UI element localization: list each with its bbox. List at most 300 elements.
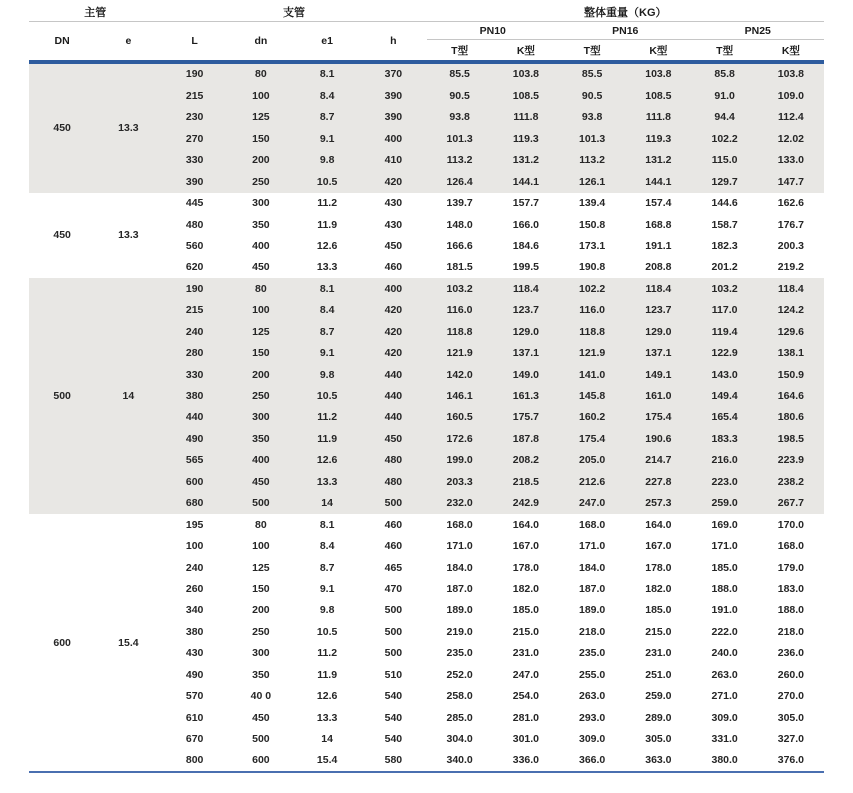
table-row bbox=[29, 62, 824, 85]
col-header-e1: e1 bbox=[321, 35, 333, 47]
value-cell: 171.0 bbox=[578, 540, 606, 553]
value-cell: 570 bbox=[185, 690, 204, 703]
value-cell: 281.0 bbox=[512, 711, 540, 724]
value-cell: 117.0 bbox=[711, 304, 738, 317]
value-cell: 118.8 bbox=[579, 325, 605, 338]
value-cell: 500 bbox=[252, 733, 270, 746]
value-cell: 420 bbox=[384, 175, 403, 188]
value-cell: 15.4 bbox=[316, 754, 338, 767]
value-cell: 190 bbox=[185, 68, 204, 81]
value-cell: 125 bbox=[252, 325, 270, 338]
value-cell: 102.2 bbox=[711, 132, 738, 145]
value-cell: 188.0 bbox=[777, 604, 805, 617]
value-cell: 101.3 bbox=[446, 132, 473, 145]
value-cell: 178.0 bbox=[645, 561, 672, 574]
value-cell: 109.0 bbox=[777, 89, 805, 102]
value-cell: 11.2 bbox=[317, 647, 338, 660]
spec-sheet-page bbox=[29, 2, 824, 773]
value-cell: 410 bbox=[384, 154, 403, 167]
value-cell: 254.0 bbox=[512, 690, 540, 703]
value-cell: 460 bbox=[384, 518, 403, 531]
value-cell: 10.5 bbox=[316, 390, 338, 403]
value-cell: 100 bbox=[185, 540, 204, 553]
value-cell: 144.1 bbox=[512, 175, 540, 188]
value-cell: 215 bbox=[185, 89, 204, 102]
value-cell: 208.2 bbox=[512, 454, 540, 467]
value-cell: 480 bbox=[185, 218, 204, 231]
value-cell: 390 bbox=[185, 175, 204, 188]
value-cell: 350 bbox=[252, 432, 270, 445]
value-cell: 247.0 bbox=[512, 668, 540, 681]
value-cell: 235.0 bbox=[446, 647, 473, 660]
value-cell: 289.0 bbox=[645, 711, 672, 724]
value-cell: 160.5 bbox=[446, 411, 473, 424]
value-cell: 600 bbox=[185, 475, 204, 488]
value-cell: 8.1 bbox=[319, 518, 335, 531]
value-cell: 214.7 bbox=[645, 454, 672, 467]
value-cell: 680 bbox=[185, 497, 204, 510]
value-cell: 250 bbox=[252, 625, 270, 638]
value-cell: 247.0 bbox=[578, 497, 606, 510]
value-cell: 11.9 bbox=[317, 668, 338, 681]
value-cell: 144.6 bbox=[711, 197, 738, 210]
value-cell: 205.0 bbox=[578, 454, 606, 467]
value-cell: 93.8 bbox=[581, 111, 603, 124]
value-cell: 122.9 bbox=[711, 347, 738, 360]
value-cell: 118.4 bbox=[645, 282, 672, 295]
value-cell: 199.0 bbox=[446, 454, 473, 467]
value-cell: 185.0 bbox=[711, 561, 738, 574]
col-header-dn: DN bbox=[54, 35, 70, 47]
value-cell: 90.5 bbox=[581, 89, 603, 102]
value-cell: 160.2 bbox=[578, 411, 606, 424]
value-cell: 270.0 bbox=[777, 690, 805, 703]
value-cell: 240.0 bbox=[711, 647, 738, 660]
value-cell: 12.6 bbox=[316, 454, 338, 467]
value-cell: 118.8 bbox=[446, 325, 473, 338]
value-cell: 380 bbox=[185, 390, 204, 403]
value-cell: 10.5 bbox=[316, 175, 338, 188]
value-cell: 250 bbox=[252, 390, 270, 403]
col-header-pn25: PN25 bbox=[692, 22, 825, 40]
value-cell: 108.5 bbox=[512, 89, 540, 102]
value-cell: 142.0 bbox=[446, 368, 473, 381]
value-cell: 440 bbox=[384, 390, 403, 403]
value-cell: 103.8 bbox=[777, 68, 805, 81]
value-cell: 157.7 bbox=[512, 197, 540, 210]
value-cell: 540 bbox=[384, 733, 403, 746]
value-cell: 450 bbox=[252, 711, 270, 724]
value-cell: 9.8 bbox=[319, 604, 335, 617]
value-cell: 11.9 bbox=[317, 218, 338, 231]
value-cell: 184.6 bbox=[512, 239, 540, 252]
value-cell: 420 bbox=[384, 347, 403, 360]
value-cell: 157.4 bbox=[645, 197, 672, 210]
value-cell: 9.8 bbox=[319, 368, 335, 381]
value-cell: 300 bbox=[252, 647, 270, 660]
value-cell: 336.0 bbox=[512, 754, 540, 767]
e-group-cell: 13.3 bbox=[118, 229, 139, 242]
value-cell: 270 bbox=[185, 132, 204, 145]
value-cell: 165.4 bbox=[711, 411, 738, 424]
value-cell: 191.0 bbox=[711, 604, 738, 617]
dn-group-cell: 500 bbox=[53, 390, 71, 403]
value-cell: 168.0 bbox=[578, 518, 606, 531]
value-cell: 510 bbox=[384, 668, 403, 681]
value-cell: 218.5 bbox=[512, 475, 540, 488]
value-cell: 620 bbox=[185, 261, 204, 274]
value-cell: 232.0 bbox=[446, 497, 473, 510]
value-cell: 170.0 bbox=[777, 518, 805, 531]
value-cell: 309.0 bbox=[578, 733, 606, 746]
value-cell: 9.1 bbox=[319, 132, 335, 145]
value-cell: 420 bbox=[384, 304, 403, 317]
value-cell: 240 bbox=[185, 325, 204, 338]
e-group-cell: 15.4 bbox=[118, 636, 139, 649]
value-cell: 164.0 bbox=[645, 518, 672, 531]
value-cell: 480 bbox=[384, 475, 403, 488]
value-cell: 11.2 bbox=[317, 197, 338, 210]
value-cell: 185.0 bbox=[512, 604, 540, 617]
value-cell: 150 bbox=[252, 582, 270, 595]
value-cell: 9.8 bbox=[319, 154, 335, 167]
col-header-pn16-t: T型 bbox=[583, 44, 601, 57]
value-cell: 201.2 bbox=[711, 261, 738, 274]
value-cell: 181.5 bbox=[446, 261, 473, 274]
value-cell: 164.6 bbox=[777, 390, 805, 403]
value-cell: 116.0 bbox=[579, 304, 605, 317]
value-cell: 103.8 bbox=[512, 68, 540, 81]
value-cell: 118.4 bbox=[513, 282, 539, 295]
value-cell: 187.0 bbox=[578, 582, 606, 595]
value-cell: 440 bbox=[185, 411, 204, 424]
value-cell: 166.6 bbox=[446, 239, 473, 252]
value-cell: 182.3 bbox=[711, 239, 738, 252]
value-cell: 12.6 bbox=[316, 239, 338, 252]
value-cell: 370 bbox=[384, 68, 403, 81]
value-cell: 8.7 bbox=[319, 325, 335, 338]
value-cell: 271.0 bbox=[711, 690, 738, 703]
value-cell: 250 bbox=[252, 175, 270, 188]
value-cell: 610 bbox=[185, 711, 204, 724]
value-cell: 172.6 bbox=[446, 432, 473, 445]
value-cell: 309.0 bbox=[711, 711, 738, 724]
value-cell: 129.0 bbox=[512, 325, 540, 338]
value-cell: 118.4 bbox=[778, 282, 804, 295]
value-cell: 173.1 bbox=[578, 239, 606, 252]
value-cell: 137.1 bbox=[512, 347, 540, 360]
value-cell: 430 bbox=[384, 218, 403, 231]
value-cell: 103.8 bbox=[645, 68, 672, 81]
value-cell: 258.0 bbox=[446, 690, 473, 703]
value-cell: 167.0 bbox=[645, 540, 672, 553]
value-cell: 125 bbox=[252, 111, 270, 124]
value-cell: 215.0 bbox=[645, 625, 672, 638]
value-cell: 162.6 bbox=[777, 197, 805, 210]
value-cell: 300 bbox=[252, 411, 270, 424]
value-cell: 126.1 bbox=[578, 175, 606, 188]
value-cell: 304.0 bbox=[446, 733, 473, 746]
value-cell: 14 bbox=[321, 497, 333, 510]
value-cell: 183.3 bbox=[711, 432, 738, 445]
value-cell: 168.0 bbox=[777, 540, 805, 553]
value-cell: 240 bbox=[185, 561, 204, 574]
value-cell: 366.0 bbox=[578, 754, 606, 767]
value-cell: 108.5 bbox=[645, 89, 672, 102]
value-cell: 80 bbox=[255, 518, 267, 531]
value-cell: 143.0 bbox=[711, 368, 738, 381]
value-cell: 540 bbox=[384, 711, 403, 724]
value-cell: 257.3 bbox=[645, 497, 672, 510]
value-cell: 255.0 bbox=[578, 668, 606, 681]
value-cell: 8.4 bbox=[319, 304, 335, 317]
value-cell: 500 bbox=[384, 625, 403, 638]
value-cell: 13.3 bbox=[316, 261, 338, 274]
value-cell: 175.7 bbox=[512, 411, 540, 424]
value-cell: 94.4 bbox=[714, 111, 735, 124]
value-cell: 144.1 bbox=[645, 175, 672, 188]
value-cell: 182.0 bbox=[512, 582, 540, 595]
value-cell: 227.8 bbox=[645, 475, 672, 488]
value-cell: 100 bbox=[252, 540, 270, 553]
main-pipe-group-header: 主管 bbox=[29, 2, 162, 22]
value-cell: 400 bbox=[252, 454, 270, 467]
table-row bbox=[29, 514, 824, 535]
value-cell: 400 bbox=[384, 282, 403, 295]
value-cell: 125 bbox=[252, 561, 270, 574]
value-cell: 301.0 bbox=[512, 733, 540, 746]
value-cell: 500 bbox=[384, 647, 403, 660]
value-cell: 235.0 bbox=[578, 647, 606, 660]
value-cell: 121.9 bbox=[578, 347, 606, 360]
value-cell: 103.2 bbox=[711, 282, 738, 295]
value-cell: 116.0 bbox=[446, 304, 473, 317]
value-cell: 8.1 bbox=[319, 68, 335, 81]
value-cell: 500 bbox=[384, 604, 403, 617]
value-cell: 150.8 bbox=[578, 218, 606, 231]
value-cell: 9.1 bbox=[319, 347, 335, 360]
pipe-weight-spec-table bbox=[29, 2, 824, 773]
value-cell: 184.0 bbox=[446, 561, 473, 574]
value-cell: 161.0 bbox=[645, 390, 672, 403]
value-cell: 540 bbox=[384, 690, 403, 703]
dn-group-cell: 450 bbox=[53, 229, 71, 242]
value-cell: 150 bbox=[252, 132, 270, 145]
value-cell: 280 bbox=[185, 347, 204, 360]
value-cell: 200.3 bbox=[777, 239, 805, 252]
value-cell: 100 bbox=[252, 304, 270, 317]
value-cell: 222.0 bbox=[711, 625, 738, 638]
value-cell: 560 bbox=[185, 239, 204, 252]
col-header-e: e bbox=[125, 35, 132, 47]
value-cell: 800 bbox=[185, 754, 204, 767]
value-cell: 167.0 bbox=[512, 540, 540, 553]
value-cell: 260.0 bbox=[777, 668, 805, 681]
value-cell: 223.0 bbox=[711, 475, 738, 488]
value-cell: 203.3 bbox=[446, 475, 473, 488]
value-cell: 85.8 bbox=[714, 68, 735, 81]
value-cell: 168.8 bbox=[645, 218, 672, 231]
table-body bbox=[29, 62, 824, 772]
e-group-cell: 14 bbox=[122, 390, 135, 403]
value-cell: 187.8 bbox=[512, 432, 540, 445]
value-cell: 168.0 bbox=[446, 518, 473, 531]
value-cell: 223.9 bbox=[777, 454, 805, 467]
value-cell: 131.2 bbox=[512, 154, 540, 167]
value-cell: 171.0 bbox=[446, 540, 473, 553]
value-cell: 242.9 bbox=[512, 497, 540, 510]
value-cell: 171.0 bbox=[711, 540, 738, 553]
value-cell: 259.0 bbox=[645, 690, 672, 703]
value-cell: 259.0 bbox=[711, 497, 738, 510]
value-cell: 390 bbox=[384, 89, 403, 102]
header-sub-row bbox=[29, 22, 824, 40]
value-cell: 267.7 bbox=[777, 497, 805, 510]
value-cell: 133.0 bbox=[777, 154, 805, 167]
branch-pipe-group-header: 支管 bbox=[162, 2, 427, 22]
value-cell: 450 bbox=[252, 261, 270, 274]
value-cell: 166.0 bbox=[512, 218, 540, 231]
value-cell: 40 0 bbox=[250, 690, 272, 703]
value-cell: 121.9 bbox=[446, 347, 473, 360]
value-cell: 12.6 bbox=[316, 690, 338, 703]
value-cell: 119.3 bbox=[645, 132, 672, 145]
value-cell: 380 bbox=[185, 625, 204, 638]
value-cell: 440 bbox=[384, 368, 403, 381]
value-cell: 8.1 bbox=[319, 282, 335, 295]
table-header bbox=[29, 2, 824, 62]
col-header-pn16-k: K型 bbox=[649, 44, 668, 57]
col-header-l: L bbox=[191, 35, 198, 47]
value-cell: 331.0 bbox=[711, 733, 738, 746]
value-cell: 293.0 bbox=[578, 711, 606, 724]
value-cell: 129.6 bbox=[777, 325, 805, 338]
value-cell: 139.4 bbox=[578, 197, 606, 210]
value-cell: 103.2 bbox=[446, 282, 473, 295]
value-cell: 8.4 bbox=[319, 540, 335, 553]
value-cell: 430 bbox=[384, 197, 403, 210]
value-cell: 238.2 bbox=[777, 475, 805, 488]
value-cell: 208.8 bbox=[645, 261, 672, 274]
value-cell: 216.0 bbox=[711, 454, 738, 467]
value-cell: 231.0 bbox=[645, 647, 672, 660]
value-cell: 490 bbox=[185, 432, 204, 445]
value-cell: 300 bbox=[252, 197, 270, 210]
value-cell: 11.2 bbox=[317, 411, 338, 424]
value-cell: 260 bbox=[185, 582, 204, 595]
value-cell: 445 bbox=[185, 197, 204, 210]
value-cell: 470 bbox=[384, 582, 403, 595]
col-header-h: h bbox=[390, 35, 397, 47]
value-cell: 580 bbox=[384, 754, 403, 767]
value-cell: 112.4 bbox=[778, 111, 804, 124]
value-cell: 219.2 bbox=[777, 261, 805, 274]
value-cell: 215.0 bbox=[512, 625, 540, 638]
value-cell: 100 bbox=[252, 89, 270, 102]
value-cell: 218.0 bbox=[578, 625, 606, 638]
value-cell: 178.0 bbox=[512, 561, 540, 574]
value-cell: 93.8 bbox=[449, 111, 470, 124]
value-cell: 9.1 bbox=[319, 582, 335, 595]
value-cell: 141.0 bbox=[578, 368, 606, 381]
value-cell: 200 bbox=[252, 154, 270, 167]
value-cell: 219.0 bbox=[446, 625, 473, 638]
value-cell: 305.0 bbox=[645, 733, 672, 746]
value-cell: 91.0 bbox=[714, 89, 735, 102]
value-cell: 131.2 bbox=[645, 154, 672, 167]
value-cell: 182.0 bbox=[645, 582, 672, 595]
value-cell: 189.0 bbox=[578, 604, 606, 617]
value-cell: 190.6 bbox=[645, 432, 672, 445]
value-cell: 158.7 bbox=[711, 218, 738, 231]
value-cell: 191.1 bbox=[645, 239, 672, 252]
value-cell: 111.8 bbox=[513, 111, 539, 124]
value-cell: 200 bbox=[252, 604, 270, 617]
header-group-row bbox=[29, 2, 824, 22]
table-row bbox=[29, 193, 824, 214]
value-cell: 164.0 bbox=[512, 518, 540, 531]
value-cell: 200 bbox=[252, 368, 270, 381]
value-cell: 175.4 bbox=[578, 432, 606, 445]
value-cell: 8.4 bbox=[319, 89, 335, 102]
value-cell: 101.3 bbox=[578, 132, 606, 145]
value-cell: 11.9 bbox=[317, 432, 338, 445]
value-cell: 190 bbox=[185, 282, 204, 295]
value-cell: 149.1 bbox=[645, 368, 672, 381]
value-cell: 12.02 bbox=[777, 132, 805, 145]
value-cell: 465 bbox=[384, 561, 403, 574]
value-cell: 13.3 bbox=[316, 475, 338, 488]
value-cell: 218.0 bbox=[777, 625, 805, 638]
value-cell: 350 bbox=[252, 668, 270, 681]
value-cell: 440 bbox=[384, 411, 403, 424]
value-cell: 450 bbox=[252, 475, 270, 488]
value-cell: 198.5 bbox=[777, 432, 805, 445]
value-cell: 8.7 bbox=[319, 561, 335, 574]
value-cell: 565 bbox=[185, 454, 204, 467]
value-cell: 129.7 bbox=[711, 175, 738, 188]
value-cell: 187.0 bbox=[446, 582, 473, 595]
value-cell: 85.5 bbox=[449, 68, 470, 81]
value-cell: 600 bbox=[252, 754, 270, 767]
value-cell: 195 bbox=[185, 518, 204, 531]
value-cell: 184.0 bbox=[578, 561, 606, 574]
col-header-pn25-k: K型 bbox=[781, 44, 800, 57]
value-cell: 115.0 bbox=[711, 154, 738, 167]
value-cell: 263.0 bbox=[711, 668, 738, 681]
value-cell: 149.4 bbox=[711, 390, 738, 403]
value-cell: 330 bbox=[185, 368, 204, 381]
value-cell: 376.0 bbox=[777, 754, 805, 767]
value-cell: 480 bbox=[384, 454, 403, 467]
value-cell: 189.0 bbox=[446, 604, 473, 617]
value-cell: 90.5 bbox=[449, 89, 470, 102]
value-cell: 146.1 bbox=[446, 390, 473, 403]
dn-group-cell: 600 bbox=[53, 636, 71, 649]
value-cell: 169.0 bbox=[711, 518, 738, 531]
value-cell: 145.8 bbox=[578, 390, 606, 403]
value-cell: 150.9 bbox=[777, 368, 805, 381]
value-cell: 123.7 bbox=[645, 304, 672, 317]
value-cell: 340.0 bbox=[446, 754, 473, 767]
value-cell: 129.0 bbox=[645, 325, 672, 338]
value-cell: 215 bbox=[185, 304, 204, 317]
value-cell: 80 bbox=[255, 282, 267, 295]
value-cell: 340 bbox=[185, 604, 204, 617]
value-cell: 231.0 bbox=[512, 647, 540, 660]
value-cell: 102.2 bbox=[578, 282, 606, 295]
value-cell: 85.5 bbox=[581, 68, 603, 81]
